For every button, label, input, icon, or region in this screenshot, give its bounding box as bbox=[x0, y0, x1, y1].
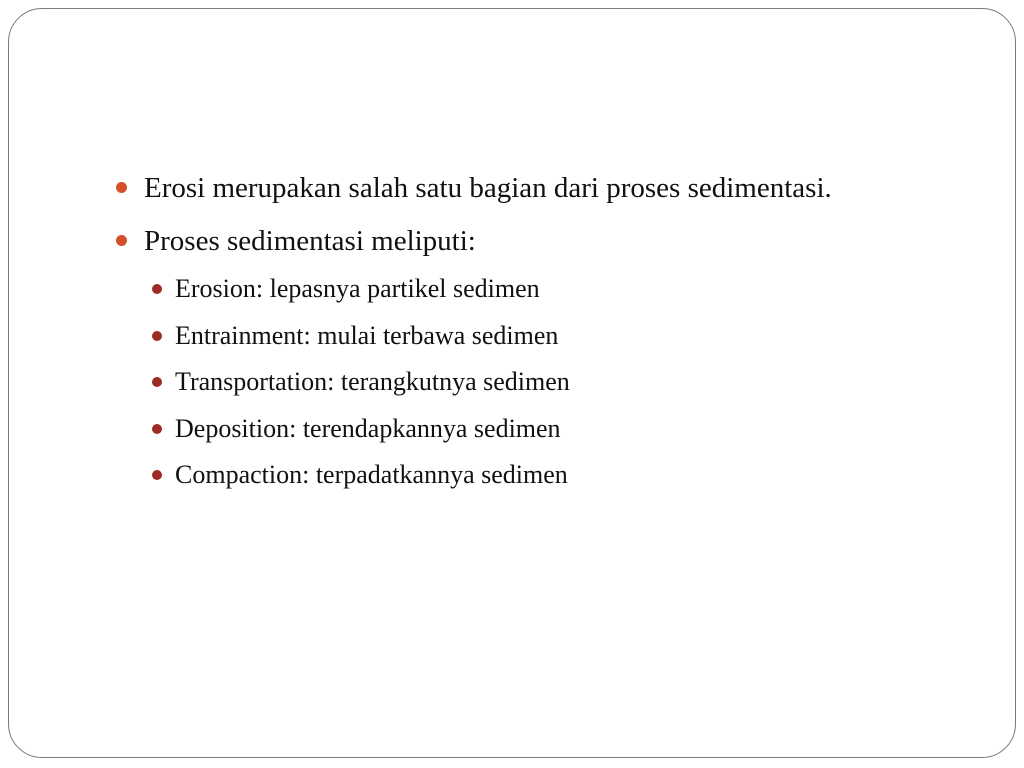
sub-bullet-text: Erosion: lepasnya partikel sedimen bbox=[175, 274, 540, 303]
sub-bullet-item bbox=[112, 459, 972, 491]
sub-bullet-item bbox=[112, 366, 972, 398]
bullet-dot-icon bbox=[116, 182, 127, 193]
sub-bullet-text: Deposition: terendapkannya sedimen bbox=[175, 413, 561, 443]
sub-bullet-item bbox=[112, 273, 972, 305]
bullet-text: Erosi merupakan salah satu bagian dari proses sedimentasi. bbox=[144, 172, 832, 204]
sub-bullet-text: Transportation: terangkutnya sedimen bbox=[175, 367, 570, 396]
sub-bullet-list bbox=[112, 273, 972, 491]
sub-bullet-item bbox=[112, 320, 972, 352]
sub-bullet-dot-icon bbox=[152, 284, 162, 294]
sub-bullet-dot-icon bbox=[152, 470, 162, 480]
slide-body bbox=[112, 168, 972, 506]
sub-bullet-dot-icon bbox=[152, 424, 162, 434]
sub-bullet-item bbox=[112, 413, 972, 445]
sub-bullet-text: Compaction: terpadatkannya sedimen bbox=[175, 460, 568, 489]
sub-bullet-dot-icon bbox=[152, 377, 162, 387]
sub-bullet-text: Entrainment: mulai terbawa sedimen bbox=[175, 320, 559, 350]
bullet-text: Proses sedimentasi meliputi: bbox=[144, 225, 476, 257]
sub-bullet-dot-icon bbox=[152, 331, 162, 341]
bullet-item bbox=[112, 168, 972, 208]
bullet-dot-icon bbox=[116, 235, 127, 246]
bullet-item bbox=[112, 221, 972, 261]
